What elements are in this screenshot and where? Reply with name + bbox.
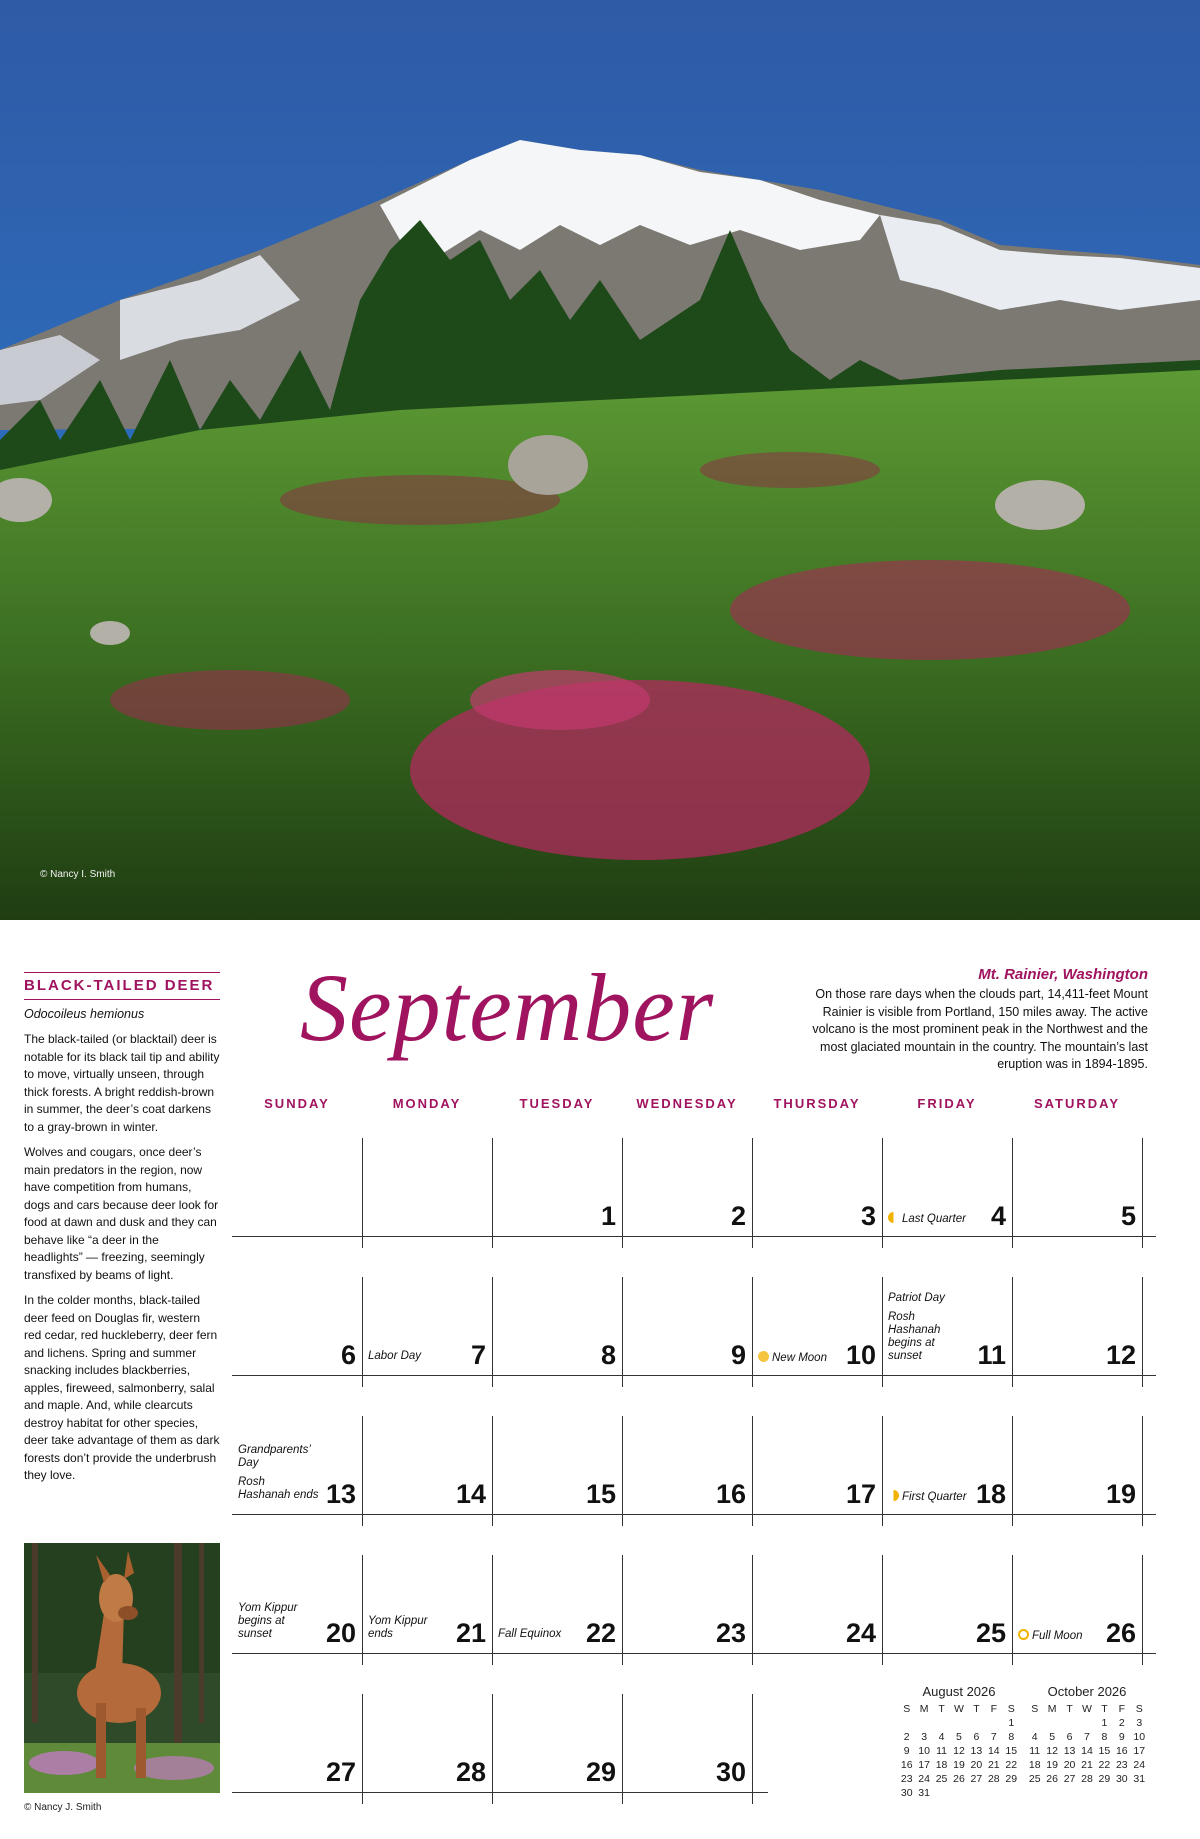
mini-day: 18 [935,1759,948,1771]
location-title: Mt. Rainier, Washington [978,966,1148,983]
day-divider [752,1138,753,1248]
day-cell[interactable] [622,1412,752,1512]
day-number: 9 [730,1340,746,1370]
day-number: 2 [730,1201,746,1231]
holiday-label: Grandparents’ Day [238,1444,311,1469]
day-cell[interactable] [882,1273,1012,1373]
mini-day: 31 [918,1787,930,1799]
holiday-list [888,1292,970,1363]
deer-image [24,1543,220,1793]
mini-day: 5 [1049,1731,1056,1743]
mini-day: 27 [1063,1773,1076,1785]
mini-day: 19 [1046,1759,1058,1771]
day-number: 15 [585,1479,616,1509]
mini-weekday: W [1082,1703,1092,1715]
mini-day [950,1786,967,1800]
mini-day: 22 [1005,1759,1018,1771]
day-divider [622,1694,623,1804]
day-divider [752,1694,753,1804]
mini-day: 27 [970,1773,983,1785]
day-cell[interactable] [492,1273,622,1373]
day-divider [622,1138,623,1248]
deer-photo [24,1543,220,1793]
mini-day: 28 [1081,1773,1093,1785]
holiday-list [368,1350,450,1363]
mini-day: 7 [1084,1731,1090,1743]
day-cell[interactable] [492,1551,622,1651]
day-number: 5 [1120,1201,1136,1231]
moon-phase-text: Last Quarter [902,1213,966,1225]
deer-sidebar [24,972,220,1493]
day-number: 12 [1105,1340,1136,1370]
mini-day: 30 [1115,1773,1128,1785]
moon-phase-icon [888,1490,899,1501]
mini-day: 14 [987,1745,1000,1757]
week-divider [232,1792,768,1793]
mini-day [898,1716,915,1730]
weekday-wednesday: WEDNESDAY [636,1096,738,1111]
day-cell[interactable] [232,1273,362,1373]
mini-weekday: M [919,1703,929,1715]
mini-day: 9 [903,1745,910,1757]
photo-credit: © Nancy I. Smith [40,869,116,880]
mini-day: 30 [900,1787,913,1799]
day-number: 14 [455,1479,486,1509]
mini-weekday: S [903,1703,911,1715]
moon-phase-text: Full Moon [1032,1630,1083,1642]
day-number: 21 [455,1618,486,1648]
mini-day: 29 [1005,1773,1018,1785]
mini-day: 26 [1046,1773,1058,1785]
day-divider [1142,1416,1143,1526]
mini-weekday: M [1047,1703,1057,1715]
day-cell[interactable] [622,1273,752,1373]
day-cell[interactable] [492,1690,622,1790]
mini-weekday: T [938,1703,945,1715]
mini-day: 6 [1066,1731,1073,1743]
mini-day: 17 [918,1759,930,1771]
weekday-thursday: THURSDAY [773,1096,861,1111]
holiday-list [368,1615,450,1641]
mini-day: 7 [990,1731,997,1743]
mini-day: 6 [973,1731,980,1743]
day-divider [752,1555,753,1665]
day-cell[interactable] [362,1551,492,1651]
day-cell[interactable] [1012,1273,1142,1373]
day-number: 1 [600,1201,616,1231]
mini-day: 24 [918,1773,930,1785]
mini-day [915,1716,932,1730]
moon-phase-label [758,1351,827,1365]
mini-weekday: F [1118,1703,1126,1715]
mini-day: 13 [1063,1745,1076,1757]
day-cell[interactable] [622,1134,752,1234]
weekday-monday: MONDAY [392,1096,462,1111]
day-divider [622,1555,623,1665]
day-number: 7 [470,1340,486,1370]
day-cell[interactable] [362,1273,492,1373]
day-cell[interactable] [232,1551,362,1651]
day-divider [492,1277,493,1387]
weekday-friday: FRIDAY [917,1096,977,1111]
week-divider [232,1514,1156,1515]
weekday-sunday: SUNDAY [264,1096,330,1111]
day-cell[interactable] [752,1412,882,1512]
location-description: On those rare days when the clouds part, 14,411-feet Mount Rainier is visible from Portland, 150 miles away. The active volcano is the most prominent peak in the Northwest and the most glaciated mountain in the country. The mountain’s last eruption was in 1894-1895. [812,987,1148,1071]
week-divider [232,1236,1156,1237]
mini-day: 22 [1098,1759,1111,1771]
holiday-label: Patriot Day [888,1292,945,1304]
mini-day: 4 [938,1731,945,1743]
mini-day: 1 [1008,1717,1015,1729]
day-number: 11 [977,1340,1006,1370]
day-cell[interactable] [752,1273,882,1373]
mini-day [1061,1716,1078,1730]
mini-day: 20 [1063,1759,1076,1771]
mini-day: 26 [953,1773,965,1785]
mini-day: 9 [1118,1731,1125,1743]
day-divider [492,1555,493,1665]
mini-day: 21 [1081,1759,1093,1771]
day-divider [1142,1277,1143,1387]
mini-day: 10 [918,1745,930,1757]
day-cell[interactable] [752,1134,882,1234]
deer-paragraph: The black-tailed (or blacktail) deer is notable for its black tail tip and ability to move, virtually unseen, through thick forests. A bright reddish-brown in summer, the deer’s coat darkens to a gray-brown in winter. [24,1032,220,1134]
day-number: 20 [325,1618,356,1648]
mini-calendar-table [898,1702,1020,1800]
day-cell[interactable] [492,1134,622,1234]
day-divider [882,1138,883,1248]
day-cell[interactable] [232,1412,362,1512]
mini-day [968,1716,985,1730]
mini-day [985,1716,1002,1730]
day-number: 23 [715,1618,746,1648]
mini-day: 18 [1028,1759,1041,1771]
mini-day: 5 [956,1731,962,1743]
mini-day: 2 [1118,1717,1125,1729]
day-divider [882,1277,883,1387]
day-number: 19 [1105,1479,1136,1509]
moon-phase-icon [758,1351,769,1362]
mini-day: 24 [1133,1759,1146,1771]
day-divider [1142,1138,1143,1248]
deer-paragraph: In the colder months, black-tailed deer feed on Douglas fir, western red cedar, red huckleberry, deer fern and lichens. Spring and summer snacking includes blackberries, apples, fireweed, salmonberry, salal and maple. And, while clearcuts destroy habitat for other species, deer take advantage of them as dark forests don’t provide the underbrush they love. [24,1293,220,1482]
mini-day: 23 [1115,1759,1128,1771]
day-divider [492,1694,493,1804]
deer-scientific-name: Odocoileus hemionus [24,1007,145,1021]
day-number: 18 [975,1479,1006,1509]
mini-day: 3 [921,1731,928,1743]
holiday-label: Yom Kippur begins at sunset [238,1602,298,1640]
deer-photo-credit: © Nancy J. Smith [24,1802,102,1813]
day-cell[interactable] [492,1412,622,1512]
week-divider [232,1653,1156,1654]
day-number: 8 [600,1340,616,1370]
mini-day: 13 [970,1745,983,1757]
weekday-header [232,1096,1142,1116]
mini-day: 14 [1081,1745,1093,1757]
day-cell[interactable] [622,1690,752,1790]
mini-day: 8 [1008,1731,1015,1743]
day-number: 17 [845,1479,876,1509]
mini-day: 16 [900,1759,913,1771]
day-cell[interactable] [1012,1412,1142,1512]
mini-weekday: S [1007,1703,1015,1715]
day-cell[interactable] [882,1412,1012,1512]
day-divider [1012,1277,1013,1387]
month-title: September [300,954,715,1061]
day-number: 6 [340,1340,356,1370]
holiday-list [238,1444,320,1502]
mini-day [1078,1716,1095,1730]
moon-phase-text: New Moon [772,1352,827,1364]
mini-day [968,1786,985,1800]
day-number: 29 [585,1757,616,1787]
day-number: 16 [715,1479,746,1509]
day-divider [492,1138,493,1248]
mini-day: 8 [1101,1731,1108,1743]
mini-day: 16 [1115,1745,1128,1757]
day-divider [882,1555,883,1665]
moon-phase-label [888,1490,967,1504]
mini-day: 20 [970,1759,983,1771]
day-divider [622,1277,623,1387]
day-divider [1012,1555,1013,1665]
day-number: 26 [1105,1618,1136,1648]
holiday-label: Yom Kippur ends [368,1615,428,1640]
day-divider [1142,1555,1143,1665]
mini-day: 31 [1133,1773,1146,1785]
mini-day: 2 [903,1731,910,1743]
mini-weekday: T [973,1703,980,1715]
mini-day: 28 [987,1773,1000,1785]
day-cell[interactable] [882,1551,1012,1651]
day-number: 24 [845,1618,876,1648]
weekday-tuesday: TUESDAY [519,1096,595,1111]
day-cell[interactable] [362,1690,492,1790]
mini-day [933,1786,950,1800]
mini-day: 11 [936,1745,947,1757]
day-number: 3 [860,1201,876,1231]
day-divider [362,1694,363,1804]
holiday-label: Fall Equinox [498,1628,562,1640]
moon-phase-label [1018,1629,1083,1643]
mini-calendar-august [898,1684,1020,1800]
day-cell[interactable] [882,1134,1012,1234]
mini-weekday: F [990,1703,998,1715]
mini-day: 19 [953,1759,965,1771]
moon-phase-label [888,1212,966,1226]
holiday-list [498,1628,580,1641]
mini-day: 17 [1133,1745,1146,1757]
day-divider [492,1416,493,1526]
mini-day: 3 [1136,1717,1143,1729]
moon-phase-icon [888,1212,899,1223]
moon-phase-text: First Quarter [902,1491,967,1503]
mini-day: 11 [1029,1745,1041,1757]
mini-day: 4 [1031,1731,1038,1743]
mini-day [985,1786,1002,1800]
mini-day: 25 [1028,1773,1041,1785]
mini-day: 1 [1101,1717,1108,1729]
day-cell[interactable] [622,1551,752,1651]
mini-day: 10 [1133,1731,1146,1743]
weekday-saturday: SATURDAY [1033,1096,1121,1111]
mini-calendar-title: October 2026 [1047,1684,1127,1699]
mini-day [1043,1716,1060,1730]
mini-day [1026,1716,1043,1730]
mini-weekday: T [1101,1703,1108,1715]
mini-day [933,1716,950,1730]
mini-weekday: T [1066,1703,1073,1715]
mini-weekday: S [1135,1703,1143,1715]
day-cell[interactable] [232,1690,362,1790]
day-divider [362,1555,363,1665]
day-cell[interactable] [1012,1551,1142,1651]
mini-day: 23 [900,1773,913,1785]
day-number: 27 [325,1757,356,1787]
day-number: 4 [990,1201,1006,1231]
day-cell[interactable] [362,1412,492,1512]
day-divider [362,1277,363,1387]
day-divider [752,1277,753,1387]
mini-day: 12 [1046,1745,1058,1757]
mini-day: 25 [935,1773,948,1785]
mini-day: 21 [987,1759,1000,1771]
holiday-label: Labor Day [368,1350,422,1362]
day-divider [882,1416,883,1526]
mini-weekday: W [954,1703,964,1715]
day-number: 28 [455,1757,486,1787]
day-number: 10 [845,1340,876,1370]
moon-phase-icon [1018,1629,1029,1640]
day-divider [1012,1416,1013,1526]
day-divider [622,1416,623,1526]
mini-calendar-title: August 2026 [922,1684,996,1699]
mini-calendar-table [1026,1702,1148,1786]
holiday-label: Rosh Hashanah ends [238,1476,319,1501]
deer-title: BLACK-TAILED DEER [24,972,220,1000]
mini-day [1003,1786,1020,1800]
day-cell[interactable] [752,1551,882,1651]
deer-paragraph: Wolves and cougars, once deer’s main predators in the region, now have competition from humans, dogs and cars because deer look for food at dawn and dusk and they can behave like “a deer in the headlights” — freezing, seemingly transfixed by beams of light. [24,1145,219,1282]
mini-day: 15 [1098,1745,1111,1757]
mini-calendar-october [1026,1684,1148,1786]
day-divider [362,1416,363,1526]
day-divider [752,1416,753,1526]
day-divider [362,1138,363,1248]
week-divider [232,1375,1156,1376]
mini-day [950,1716,967,1730]
mini-day: 29 [1098,1773,1111,1785]
day-number: 22 [585,1618,616,1648]
day-number: 25 [975,1618,1006,1648]
day-divider [1012,1138,1013,1248]
mini-day: 12 [953,1745,965,1757]
day-number: 13 [325,1479,356,1509]
mini-day: 15 [1005,1745,1018,1757]
holiday-list [238,1602,320,1641]
holiday-label: Rosh Hashanah begins at sunset [888,1311,941,1362]
mini-weekday: S [1031,1703,1039,1715]
day-number: 30 [715,1757,746,1787]
day-cell[interactable] [1012,1134,1142,1234]
